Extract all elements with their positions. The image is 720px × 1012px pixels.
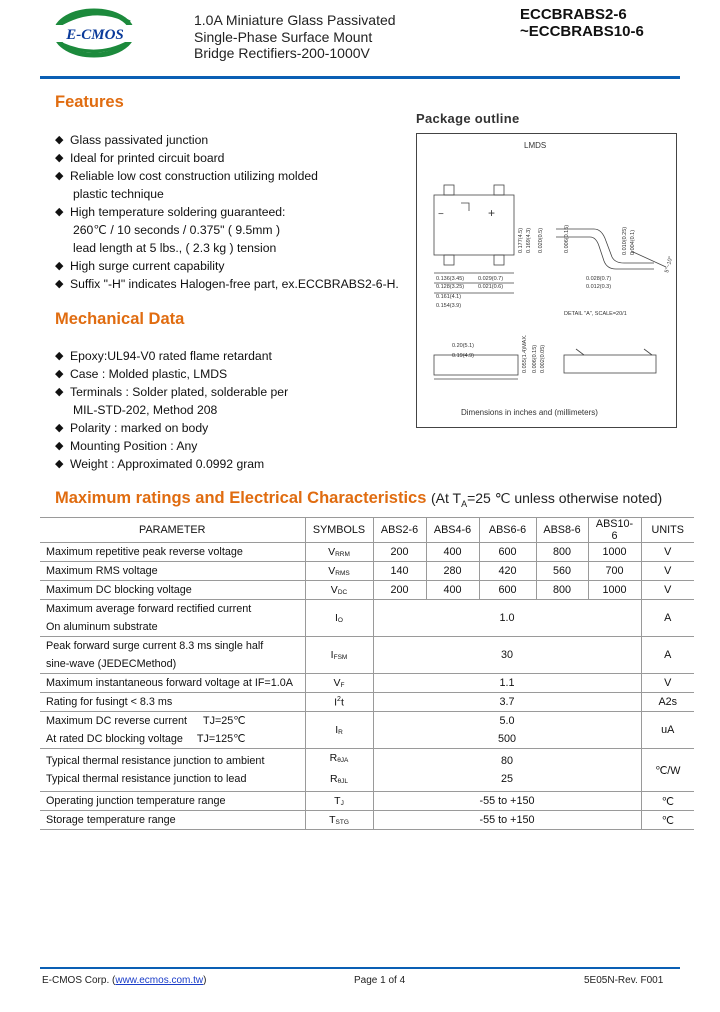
feature-item: ◆ Suffix "-H" indicates Halogen-free part, ex.ECCBRABS2-6-H. (55, 277, 399, 291)
dim-label: 0.006(0.15) (564, 224, 570, 253)
table-row (40, 674, 694, 693)
value-cell: 30 (373, 637, 641, 674)
page-number: Page 1 of 4 (354, 975, 406, 986)
dim-label: 0.169(4.3) (526, 227, 532, 253)
package-label: LMDS (524, 141, 547, 150)
parameter-cell: Maximum DC reverse current TJ=25℃ At rated DC blocking voltage TJ=125℃ (40, 712, 305, 749)
table-row (40, 792, 694, 811)
mechanical-item: ◆ Case : Molded plastic, LMDS (55, 367, 228, 381)
parameter-cell: Maximum average forward rectified current On aluminum substrate (40, 600, 305, 637)
mechanical-list (55, 347, 415, 473)
plus-sign-icon: + (488, 206, 496, 220)
part-number-line-2: ~ECCBRABS10-6 (520, 23, 644, 40)
diamond-bullet-icon: ◆ (55, 206, 64, 218)
column-header: UNITS (641, 518, 694, 543)
unit-cell: V (641, 543, 694, 562)
dimensions-caption: Dimensions in inches and (millimeters) (461, 408, 598, 417)
feature-item: ◆ Glass passivated junction (55, 133, 209, 147)
table-header-row (40, 518, 694, 543)
dim-label: 0.136(3.45) (436, 276, 465, 282)
value-cell: 140 (373, 562, 426, 581)
feature-item-continuation: lead length at 5 lbs., ( 2.3 kg ) tension (73, 241, 277, 255)
parameter-cell: Maximum DC blocking voltage (40, 581, 305, 600)
company-website-link[interactable]: www.ecmos.com.tw (115, 975, 204, 986)
package-outline-drawing (416, 133, 677, 428)
value-cell: 200 (373, 543, 426, 562)
symbol-cell: $T_{STG}$ (305, 811, 373, 830)
detail-label: DETAIL "A", SCALE=20/1 (564, 311, 627, 317)
mechanical-item: ◆ Terminals : Solder plated, solderable per (55, 385, 289, 399)
symbol-cell: $I^2t$ (305, 693, 373, 712)
column-header: ABS2-6 (373, 518, 426, 543)
parameter-cell: Maximum repetitive peak reverse voltage (40, 543, 305, 562)
lead-profile (556, 226, 666, 269)
column-header: ABS8-6 (536, 518, 588, 543)
features-heading: Features (55, 93, 124, 111)
value-cell: 1000 (588, 581, 641, 600)
column-header: ABS4-6 (426, 518, 479, 543)
unit-cell: A (641, 600, 694, 637)
feature-item: ◆ High temperature soldering guaranteed: (55, 205, 286, 219)
diamond-bullet-icon: ◆ (55, 152, 64, 164)
dim-label: 0.029(0.7) (478, 276, 504, 282)
mechanical-item: ◆ Mounting Position : Any (55, 439, 198, 453)
column-header: ABS10-6 (588, 518, 641, 543)
unit-cell: V (641, 674, 694, 693)
table-row (40, 600, 694, 637)
feature-item-continuation: plastic technique (73, 187, 164, 201)
header-divider (40, 76, 680, 79)
symbol-cell: $V_{DC}$ (305, 581, 373, 600)
diamond-bullet-icon: ◆ (55, 260, 64, 272)
value-cell: 3.7 (373, 693, 641, 712)
diamond-bullet-icon: ◆ (55, 458, 64, 470)
max-ratings-note: (At $T_A=25$ ℃ unless otherwise noted) (431, 490, 663, 509)
value-cell: 800 (536, 543, 588, 562)
table-row (40, 749, 694, 792)
unit-cell: V (641, 581, 694, 600)
mechanical-item: ◆ Weight : Approximated 0.0992 gram (55, 457, 265, 471)
mechanical-heading: Mechanical Data (55, 310, 185, 328)
table-row (40, 811, 694, 830)
mechanical-item: ◆ Polarity : marked on body (55, 421, 209, 435)
unit-cell: uA (641, 712, 694, 749)
table-row (40, 581, 694, 600)
dim-label: 5°~10° (664, 255, 675, 274)
value-cell: 80 25 (373, 749, 641, 792)
part-number (520, 6, 644, 40)
header-title-line-1: 1.0A Miniature Glass Passivated (194, 12, 396, 28)
max-ratings-heading: Maximum ratings and Electrical Characteristics (At $T_A=25$ ℃ unless otherwise noted) (55, 489, 663, 509)
diamond-bullet-icon: ◆ (55, 422, 64, 434)
table-row (40, 693, 694, 712)
value-cell: 600 (479, 581, 536, 600)
logo-text: E-CMOS (66, 27, 124, 43)
diamond-bullet-icon: ◆ (55, 386, 64, 398)
value-cell: 1.1 (373, 674, 641, 693)
symbol-cell: $V_{RMS}$ (305, 562, 373, 581)
feature-item: ◆ High surge current capability (55, 259, 225, 273)
table-row (40, 562, 694, 581)
value-cell: 700 (588, 562, 641, 581)
dim-label: 0.161(4.1) (436, 294, 462, 300)
revision-label: 5E05N-Rev. F001 (584, 975, 664, 986)
package-outline-title: Package outline (416, 111, 520, 126)
column-header: ABS6-6 (479, 518, 536, 543)
feature-item: ◆ Ideal for printed circuit board (55, 151, 225, 165)
diamond-bullet-icon: ◆ (55, 440, 64, 452)
parameter-cell: Maximum instantaneous forward voltage at IF=1.0A (40, 674, 305, 693)
unit-cell: ℃ (641, 792, 694, 811)
footer-divider (40, 967, 680, 969)
diamond-bullet-icon: ◆ (55, 170, 64, 182)
dim-label: 0.002(0.05) (540, 344, 546, 373)
dim-label: 0.010(0.25) (622, 226, 628, 255)
dim-label: 0.055(1.4)MAX. (522, 334, 528, 373)
symbol-cell: $V_{RRM}$ (305, 543, 373, 562)
ecmos-logo (40, 8, 144, 58)
value-cell: -55 to +150 (373, 792, 641, 811)
parameter-cell: Operating junction temperature range (40, 792, 305, 811)
column-header: SYMBOLS (305, 518, 373, 543)
unit-cell: A2s (641, 693, 694, 712)
value-cell: 200 (373, 581, 426, 600)
header-title-line-3: Bridge Rectifiers-200-1000V (194, 45, 370, 61)
mechanical-item-continuation: MIL-STD-202, Method 208 (73, 403, 218, 417)
value-cell: 5.0 500 (373, 712, 641, 749)
ratings-table (40, 517, 694, 830)
table-row (40, 543, 694, 562)
dim-label: 0.020(0.5) (538, 227, 544, 253)
dim-label: 0.006(0.15) (532, 344, 538, 373)
unit-cell: V (641, 562, 694, 581)
feature-item-continuation: 260℃ / 10 seconds / 0.375" ( 9.5mm ) (73, 223, 281, 237)
dim-label: 0.021(0.6) (478, 284, 504, 290)
diamond-bullet-icon: ◆ (55, 368, 64, 380)
diamond-bullet-icon: ◆ (55, 350, 64, 362)
value-cell: 560 (536, 562, 588, 581)
dim-label: 0.20(5.1) (452, 343, 475, 349)
parameter-cell: Rating for fusingt < 8.3 ms (40, 693, 305, 712)
parameter-cell: Maximum RMS voltage (40, 562, 305, 581)
unit-cell: ℃/W (641, 749, 694, 792)
header-title (194, 12, 396, 62)
symbol-cell: $T_J$ (305, 792, 373, 811)
mechanical-item: ◆ Epoxy:UL94-V0 rated flame retardant (55, 349, 272, 363)
dim-label: 0.128(3.25) (436, 284, 465, 290)
table-row (40, 637, 694, 674)
symbol-cell: $R_{\theta JA}$ $R_{\theta JL}$ (305, 749, 373, 792)
value-cell: 1000 (588, 543, 641, 562)
symbol-cell: $I_O$ (305, 600, 373, 637)
dim-label: 0.012(0.3) (586, 284, 612, 290)
part-number-line-1: ECCBRABS2-6 (520, 6, 627, 23)
parameter-cell: Typical thermal resistance junction to ambient Typical thermal resistance junction to lead (40, 749, 305, 792)
dim-label: 0.177(4.5) (518, 227, 524, 253)
minus-sign-icon: − (438, 209, 444, 220)
dim-label: 0.028(0.7) (586, 276, 612, 282)
symbol-cell: $I_{FSM}$ (305, 637, 373, 674)
parameter-cell: Peak forward surge current 8.3 ms single half sine-wave (JEDECMethod) (40, 637, 305, 674)
symbol-cell: $V_F$ (305, 674, 373, 693)
value-cell: 600 (479, 543, 536, 562)
value-cell: 400 (426, 581, 479, 600)
symbol-cell: $I_R$ (305, 712, 373, 749)
footer-company: E-CMOS Corp. (www.ecmos.com.tw) (42, 975, 207, 986)
value-cell: 800 (536, 581, 588, 600)
column-header: PARAMETER (40, 518, 305, 543)
value-cell: 280 (426, 562, 479, 581)
value-cell: 400 (426, 543, 479, 562)
diamond-bullet-icon: ◆ (55, 134, 64, 146)
dim-label: 0.154(3.9) (436, 303, 462, 309)
feature-item: ◆ Reliable low cost construction utilizing molded (55, 169, 318, 183)
header-title-line-2: Single-Phase Surface Mount (194, 28, 373, 45)
value-cell: -55 to +150 (373, 811, 641, 830)
dim-label: 0.19(4.9) (452, 353, 475, 359)
value-cell: 1.0 (373, 600, 641, 637)
dim-label: 0.004(0.1) (630, 229, 636, 255)
value-cell: 420 (479, 562, 536, 581)
unit-cell: ℃ (641, 811, 694, 830)
table-row (40, 712, 694, 749)
diamond-bullet-icon: ◆ (55, 278, 64, 290)
features-list (55, 131, 415, 293)
unit-cell: A (641, 637, 694, 674)
parameter-cell: Storage temperature range (40, 811, 305, 830)
